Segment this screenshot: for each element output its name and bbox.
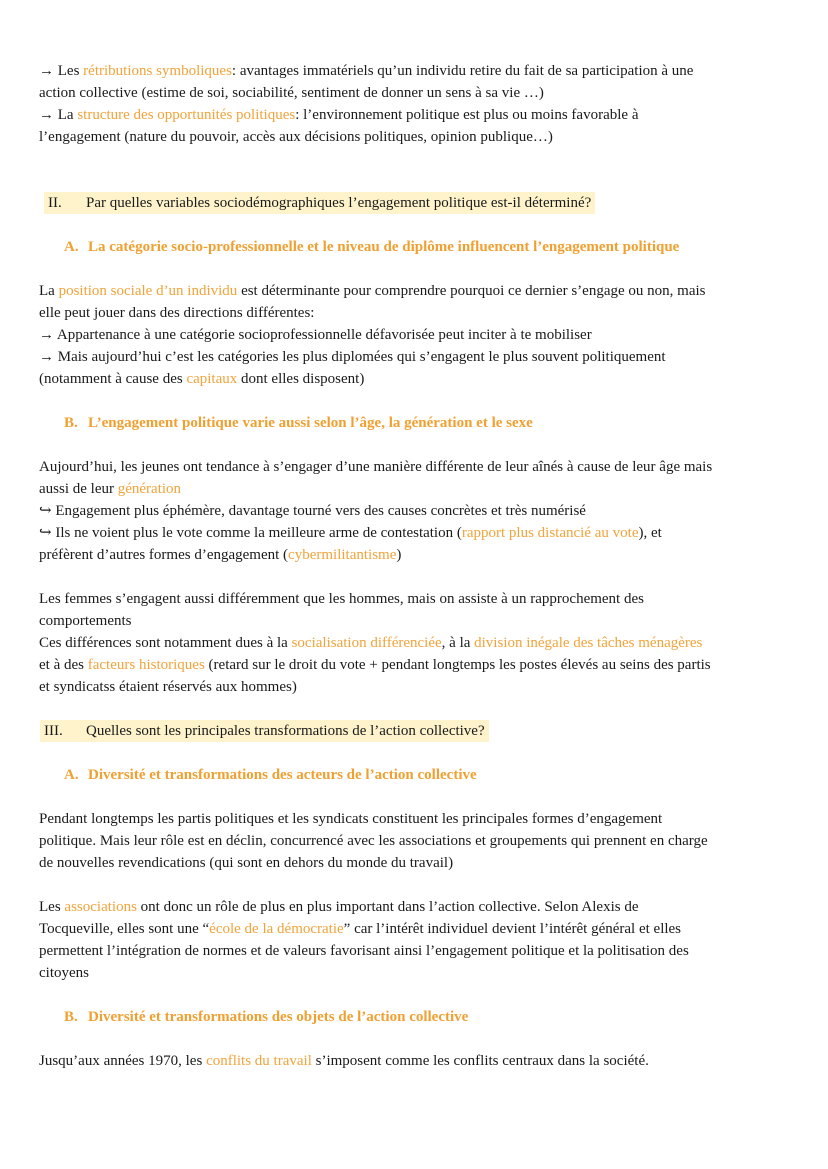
text: s’imposent comme les conflits centraux dans la société. bbox=[311, 1053, 649, 1069]
text-line: Pendant longtemps les partis politiques et les syndicats constituent les principales formes d’engagement bbox=[39, 811, 663, 827]
paragraph-partis-syndicats bbox=[39, 808, 799, 874]
highlighted-term: cybermilitantisme bbox=[288, 547, 397, 563]
text-line: action collective (estime de soi, sociabilité, sentiment de donner un sens à sa vie …) bbox=[39, 85, 544, 101]
text-line bbox=[39, 918, 799, 940]
section-number: II. bbox=[48, 195, 62, 211]
text-line bbox=[39, 544, 799, 566]
highlighted-term: conflits du travail bbox=[206, 1053, 312, 1069]
text: Jusqu’aux années 1970, les bbox=[39, 1053, 207, 1069]
highlighted-term: facteurs historiques bbox=[87, 657, 205, 673]
paragraph-associations bbox=[39, 896, 799, 984]
text-line: Aujourd’hui, les jeunes ont tendance à s’engager d’une manière différente de leur aînés à cause de leur âge mais bbox=[39, 459, 713, 475]
text: ont donc un rôle de plus en plus important dans l’action collective. Selon Alexis de bbox=[136, 899, 639, 915]
highlighted-term: position sociale d’un individu bbox=[58, 283, 238, 299]
text-line bbox=[39, 104, 799, 126]
subheading-letter: A. bbox=[64, 239, 79, 255]
subheading-3a bbox=[64, 764, 477, 786]
paragraph-position-sociale bbox=[39, 280, 799, 390]
text: préfèrent d’autres formes d’engagement ( bbox=[39, 547, 289, 563]
highlighted-term: division inégale des tâches ménagères bbox=[474, 635, 703, 651]
text-line bbox=[39, 368, 799, 390]
text: ), et bbox=[638, 525, 662, 541]
highlighted-term: école de la démocratie bbox=[209, 921, 344, 937]
text-line: comportements bbox=[39, 613, 132, 629]
text-line bbox=[39, 478, 799, 500]
section-number: III. bbox=[44, 723, 63, 739]
text: , à la bbox=[441, 635, 475, 651]
text-line: ↪ Engagement plus éphémère, davantage tourné vers des causes concrètes et très numérisé bbox=[39, 503, 586, 519]
highlighted-term: rétributions symboliques bbox=[83, 63, 232, 79]
text-line bbox=[39, 280, 799, 302]
text: : l’environnement politique est plus ou moins favorable à bbox=[295, 107, 639, 123]
highlighted-term: rapport plus distancié au vote bbox=[461, 525, 639, 541]
text: : avantages immatériels qu’un individu retire du fait de sa participation à une bbox=[231, 63, 694, 79]
text-line: de nouvelles revendications (qui sont en dehors du monde du travail) bbox=[39, 855, 454, 871]
text: ↪ Ils ne voient plus le vote comme la meilleure arme de contestation ( bbox=[39, 525, 462, 541]
paragraph-femmes bbox=[39, 588, 799, 698]
section-title: Quelles sont les principales transformations de l’action collective? bbox=[86, 723, 485, 739]
text: Tocqueville, elles sont une “ bbox=[39, 921, 210, 937]
highlighted-term: structure des opportunités politiques bbox=[77, 107, 296, 123]
text: ) bbox=[396, 547, 402, 563]
subheading-2a bbox=[64, 236, 679, 258]
subheading-letter: A. bbox=[64, 767, 79, 783]
subheading-letter: B. bbox=[64, 1009, 78, 1025]
subheading-3b bbox=[64, 1006, 468, 1028]
text: La bbox=[39, 283, 59, 299]
section-title: Par quelles variables sociodémographiques l’engagement politique est-il déterminé? bbox=[86, 195, 592, 211]
highlighted-term: socialisation différenciée bbox=[291, 635, 442, 651]
subheading-2b bbox=[64, 412, 533, 434]
text: (retard sur le droit du vote + pendant longtemps les postes élevés au seins des partis bbox=[204, 657, 711, 673]
text: Les bbox=[39, 899, 65, 915]
text-line bbox=[39, 522, 799, 544]
text-line: politique. Mais leur rôle est en déclin, concurrencé avec les associations et groupements qui prennent en charge bbox=[39, 833, 708, 849]
text-line: et syndicatss étaient réservés aux hommes) bbox=[39, 679, 297, 695]
text: et à des bbox=[39, 657, 88, 673]
text-line: l’engagement (nature du pouvoir, accès aux décisions politiques, opinion publique…) bbox=[39, 129, 553, 145]
text-line: → Appartenance à une catégorie socioprofessionnelle défavorisée peut inciter à te mobiliser bbox=[39, 327, 592, 343]
text-line: elle peut jouer dans des directions différentes: bbox=[39, 305, 315, 321]
text-line: permettent l’intégration de normes et de valeurs favorisant ainsi l’engagement politique et la politisation des bbox=[39, 943, 689, 959]
subheading-letter: B. bbox=[64, 415, 78, 431]
subheading-title: L’engagement politique varie aussi selon l’âge, la génération et le sexe bbox=[88, 415, 533, 431]
text-line: Les femmes s’engagent aussi différemment que les hommes, mais on assiste à un rapprochement des bbox=[39, 591, 644, 607]
section-heading-2 bbox=[44, 192, 595, 214]
text-line: citoyens bbox=[39, 965, 89, 981]
text: dont elles disposent) bbox=[237, 371, 365, 387]
subheading-title: Diversité et transformations des acteurs de l’action collective bbox=[88, 767, 477, 783]
highlighted-term: capitaux bbox=[186, 371, 238, 387]
text: est déterminante pour comprendre pourquoi ce dernier s’engage ou non, mais bbox=[237, 283, 706, 299]
text-line: → Mais aujourd’hui c’est les catégories les plus diplomées qui s’engagent le plus souvent politiquement bbox=[39, 349, 666, 365]
section-heading-3 bbox=[40, 720, 489, 742]
paragraph-retributions bbox=[39, 60, 799, 148]
text: → Les bbox=[39, 63, 84, 79]
text-line bbox=[39, 896, 799, 918]
text-line bbox=[39, 60, 799, 82]
subheading-title: La catégorie socio-professionnelle et le niveau de diplôme influencent l’engagement politique bbox=[88, 239, 680, 255]
paragraph-jeunes bbox=[39, 456, 799, 566]
text: (notamment à cause des bbox=[39, 371, 187, 387]
text-line bbox=[39, 1050, 799, 1072]
subheading-title: Diversité et transformations des objets de l’action collective bbox=[88, 1009, 469, 1025]
text-line bbox=[39, 654, 799, 676]
paragraph-conflits bbox=[39, 1050, 799, 1072]
highlighted-term: associations bbox=[64, 899, 137, 915]
text: → La bbox=[39, 107, 78, 123]
text: Ces différences sont notamment dues à la bbox=[39, 635, 292, 651]
text: aussi de leur bbox=[39, 481, 118, 497]
highlighted-term: génération bbox=[117, 481, 182, 497]
text: ” car l’intérêt individuel devient l’intérêt général et elles bbox=[343, 921, 682, 937]
text-line bbox=[39, 632, 799, 654]
